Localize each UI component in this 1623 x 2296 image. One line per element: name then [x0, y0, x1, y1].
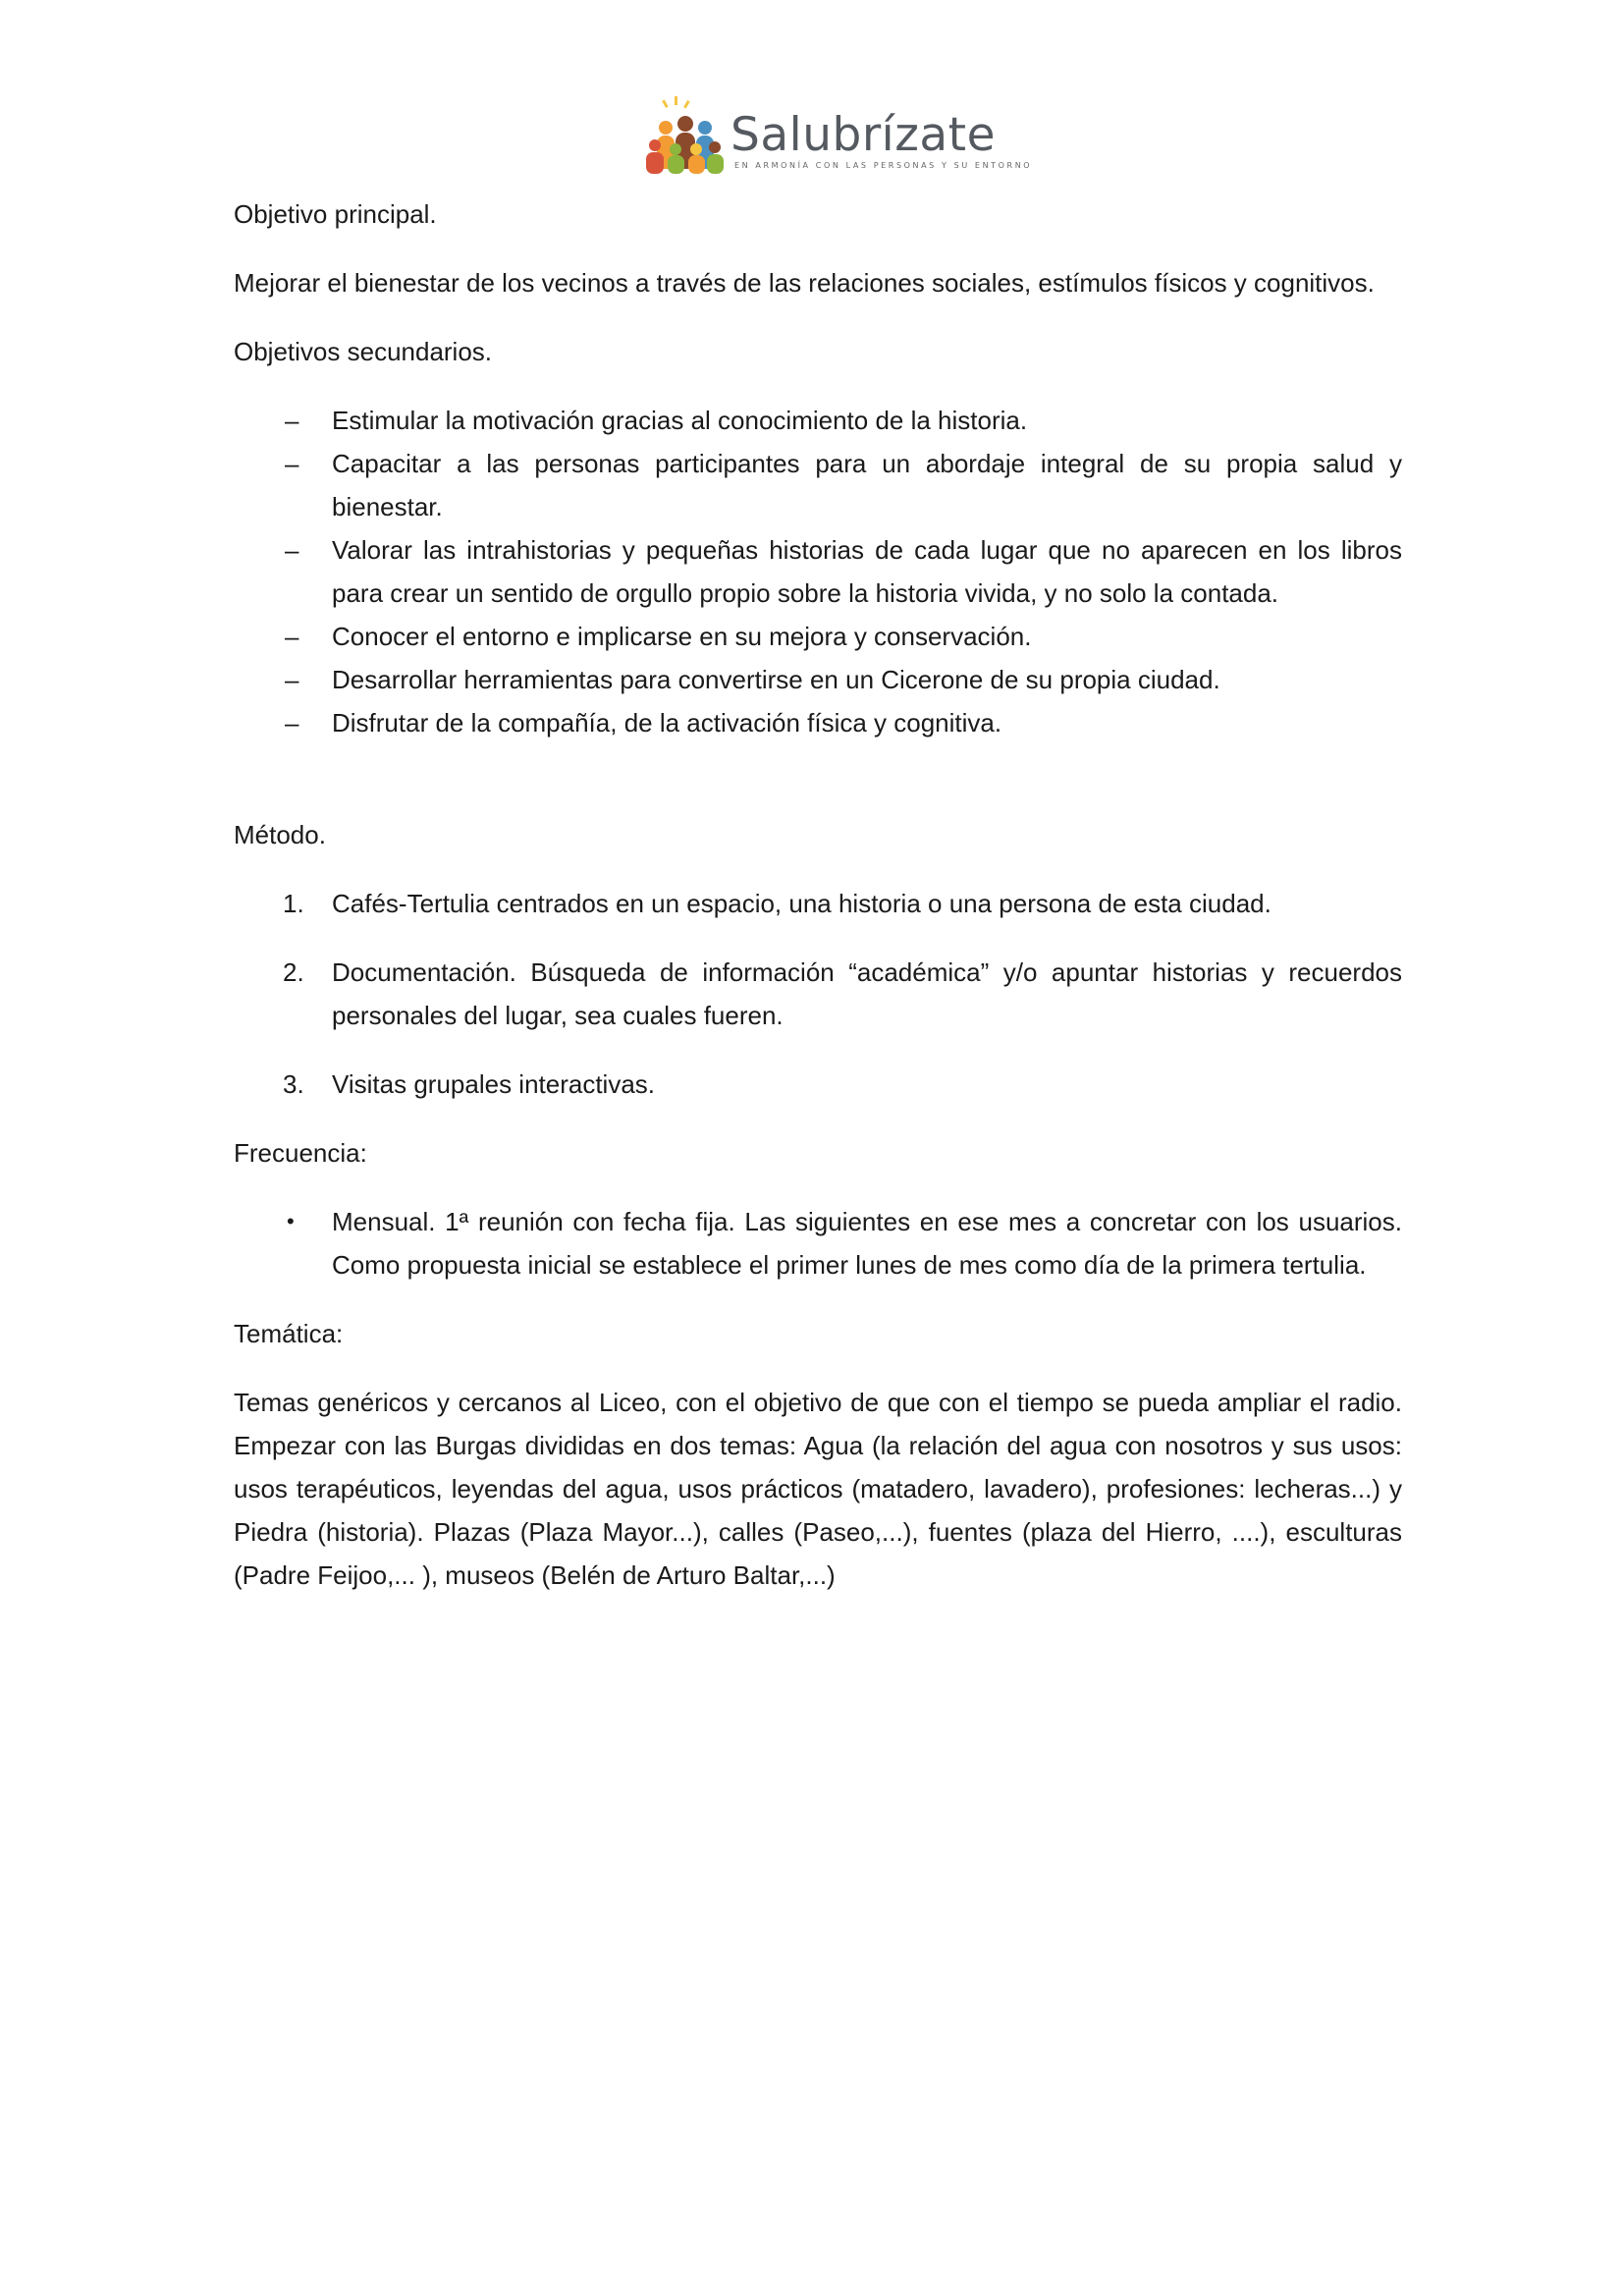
dash-marker: –: [285, 622, 299, 651]
dash-marker: –: [285, 449, 299, 478]
tematica-text: Temas genéricos y cercanos al Liceo, con el objetivo de que con el tiempo se pueda ampliar el radio. Empezar con las Burgas divididas en dos temas: Agua (la relación del agua con nosotros y sus usos: usos terapéuticos, leyendas del agua, usos prácticos (matadero, lavadero), profesiones: lecheras...) y Piedra (historia). Plazas (Plaza Mayor...), calles (Paseo,...), fuentes (plaza del Hierro, ....), esculturas (Padre Feijoo,... ), museos (Belén de Arturo Baltar,...): [234, 1388, 1402, 1590]
metodo-list: [234, 882, 1402, 1106]
brand-tagline: EN ARMONÍA CON LAS PERSONAS Y SU ENTORNO: [734, 161, 1033, 170]
list-item: – Conocer el entorno e implicarse en su mejora y conservación.: [234, 615, 1402, 658]
brand-name: Salubrízate: [730, 108, 997, 162]
people-group-icon: [642, 94, 736, 179]
list-item: – Disfrutar de la compañía, de la activación física y cognitiva.: [234, 701, 1402, 744]
list-item: 3. Visitas grupales interactivas.: [234, 1063, 1402, 1106]
number-marker: 3.: [283, 1069, 304, 1099]
dash-marker: –: [285, 708, 299, 738]
salubrizate-logo: [642, 94, 1033, 179]
heading-objetivo-principal: Objetivo principal.: [234, 199, 437, 229]
document-body: [234, 192, 1402, 1622]
list-item: • Mensual. 1ª reunión con fecha fija. Las siguientes en ese mes a concretar con los usuarios. Como propuesta inicial se establece el primer lunes de mes como día de la primera tertulia.: [234, 1200, 1402, 1286]
dash-marker: –: [285, 406, 299, 435]
list-item: – Capacitar a las personas participantes para un abordaje integral de su propia salud y bienestar.: [234, 442, 1402, 528]
dash-marker: –: [285, 535, 299, 565]
objetivo-principal-text: Mejorar el bienestar de los vecinos a través de las relaciones sociales, estímulos físicos y cognitivos.: [234, 268, 1375, 298]
number-marker: 2.: [283, 957, 304, 987]
heading-frecuencia: Frecuencia:: [234, 1138, 367, 1168]
dash-marker: –: [285, 665, 299, 694]
bullet-marker: •: [287, 1209, 295, 1233]
heading-objetivos-secundarios: Objetivos secundarios.: [234, 337, 493, 366]
number-marker: 1.: [283, 889, 304, 918]
list-item: – Desarrollar herramientas para convertirse en un Cicerone de su propia ciudad.: [234, 658, 1402, 701]
list-item: 2. Documentación. Búsqueda de información “académica” y/o apuntar historias y recuerdos personales del lugar, sea cuales fueren.: [234, 951, 1402, 1037]
list-item: 1. Cafés-Tertulia centrados en un espacio, una historia o una persona de esta ciudad.: [234, 882, 1402, 925]
heading-tematica: Temática:: [234, 1319, 344, 1348]
frecuencia-list: [234, 1200, 1402, 1286]
list-item: – Valorar las intrahistorias y pequeñas historias de cada lugar que no aparecen en los libros para crear un sentido de orgullo propio sobre la historia vivida, y no solo la contada.: [234, 528, 1402, 615]
objetivos-secundarios-list: [234, 399, 1402, 744]
heading-metodo: Método.: [234, 820, 326, 849]
list-item: – Estimular la motivación gracias al conocimiento de la historia.: [234, 399, 1402, 442]
